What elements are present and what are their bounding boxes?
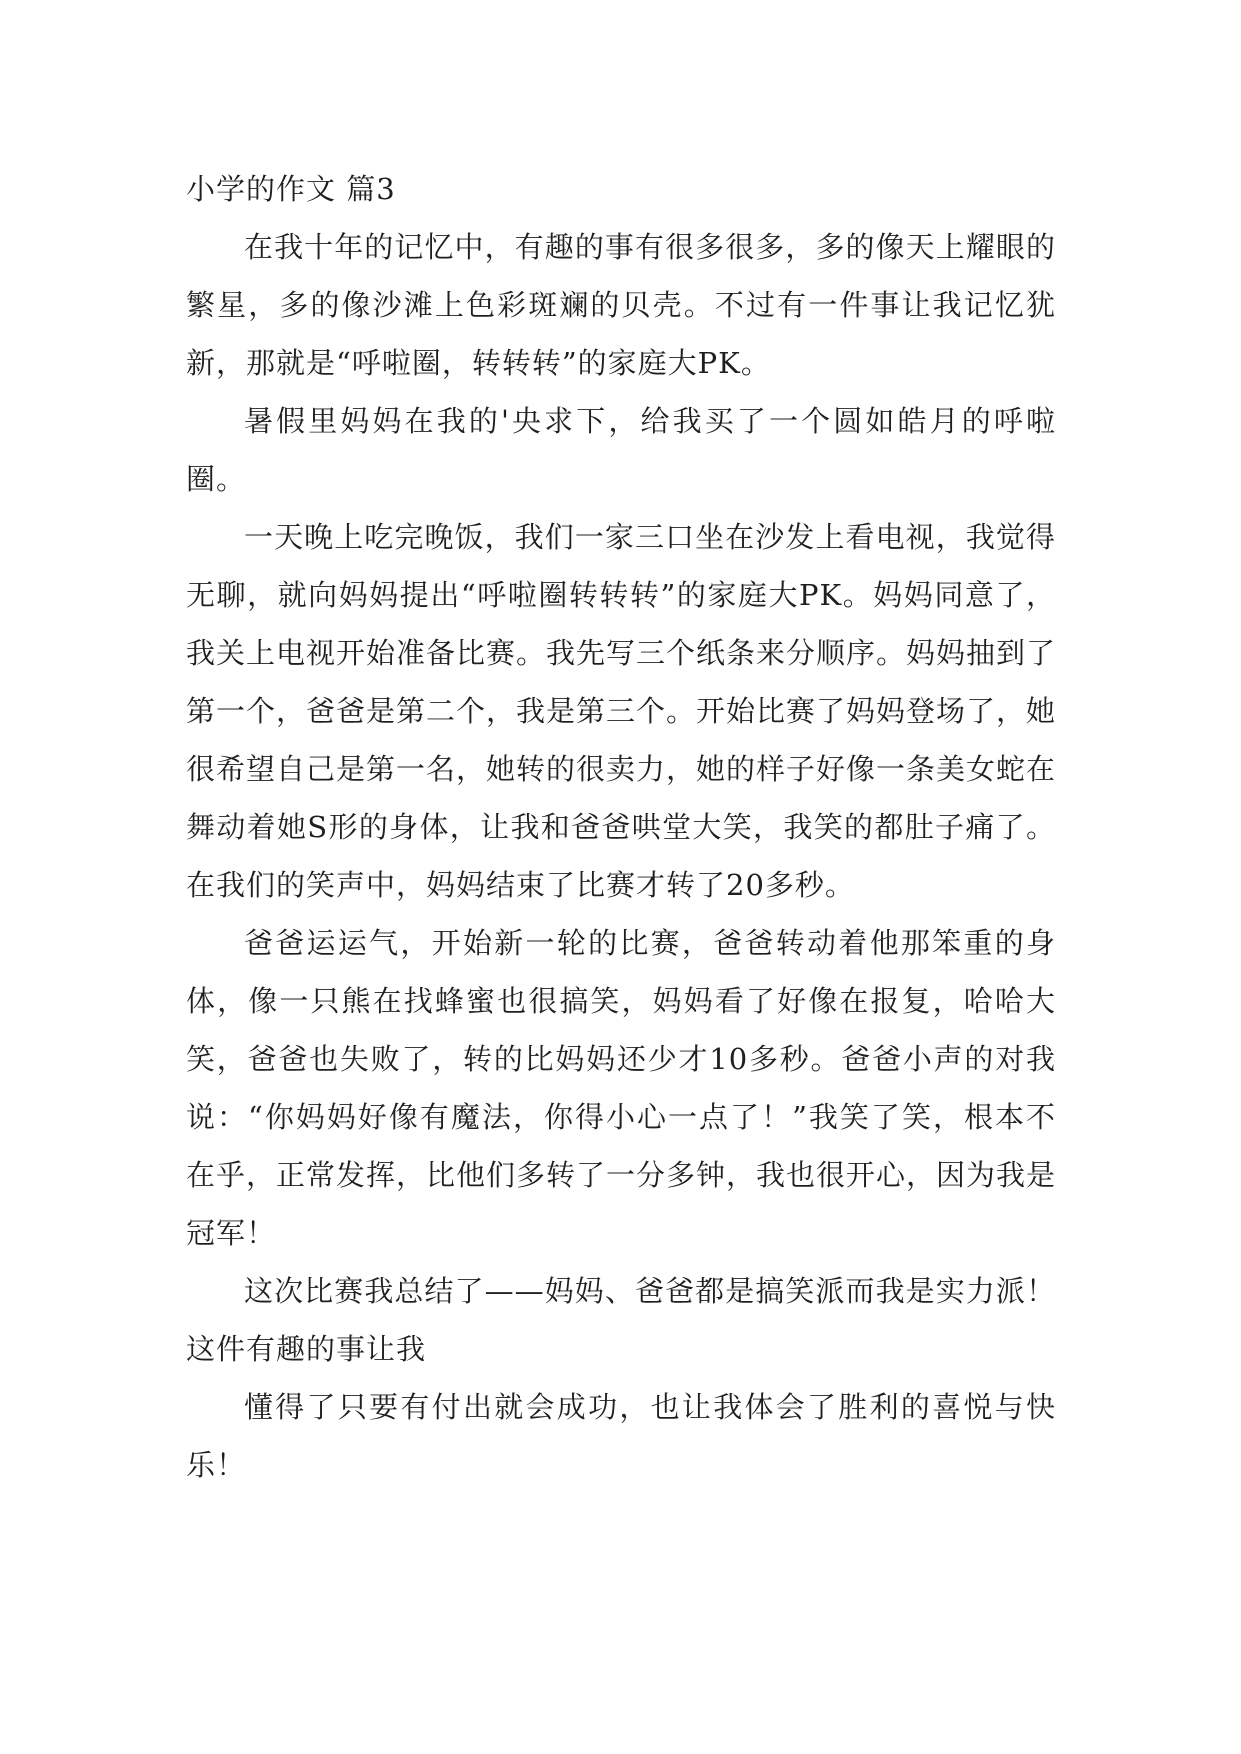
document-body xyxy=(186,160,1056,1494)
paragraph-5: 这次比赛我总结了——妈妈、爸爸都是搞笑派而我是实力派！这件有趣的事让我 xyxy=(186,1274,1056,1366)
paragraph-2: 暑假里妈妈在我的'央求下，给我买了一个圆如皓月的呼啦圈。 xyxy=(186,404,1056,496)
paragraph-3: 一天晚上吃完晚饭，我们一家三口坐在沙发上看电视，我觉得无聊，就向妈妈提出“呼啦圈转转转”的家庭大PK。妈妈同意了，我关上电视开始准备比赛。我先写三个纸条来分顺序。妈妈抽到了第一个，爸爸是第二个，我是第三个。开始比赛了妈妈登场了，她很希望自己是第一名，她转的很卖力，她的样子好像一条美女蛇在舞动着她S形的身体，让我和爸爸哄堂大笑，我笑的都肚子痛了。在我们的笑声中，妈妈结束了比赛才转了20多秒。 xyxy=(186,520,1057,902)
essay-title: 小学的作文 篇3 xyxy=(186,172,396,206)
paragraph-1: 在我十年的记忆中，有趣的事有很多很多，多的像天上耀眼的繁星，多的像沙滩上色彩斑斓的贝壳。不过有一件事让我记忆犹新，那就是“呼啦圈，转转转”的家庭大PK。 xyxy=(186,230,1056,380)
paragraph-4: 爸爸运运气，开始新一轮的比赛，爸爸转动着他那笨重的身体，像一只熊在找蜂蜜也很搞笑，妈妈看了好像在报复，哈哈大笑，爸爸也失败了，转的比妈妈还少才10多秒。爸爸小声的对我说：“你妈妈好像有魔法，你得小心一点了！”我笑了笑，根本不在乎，正常发挥，比他们多转了一分多钟，我也很开心，因为我是冠军！ xyxy=(186,926,1057,1250)
paragraph-6: 懂得了只要有付出就会成功，也让我体会了胜利的喜悦与快乐！ xyxy=(186,1390,1056,1482)
